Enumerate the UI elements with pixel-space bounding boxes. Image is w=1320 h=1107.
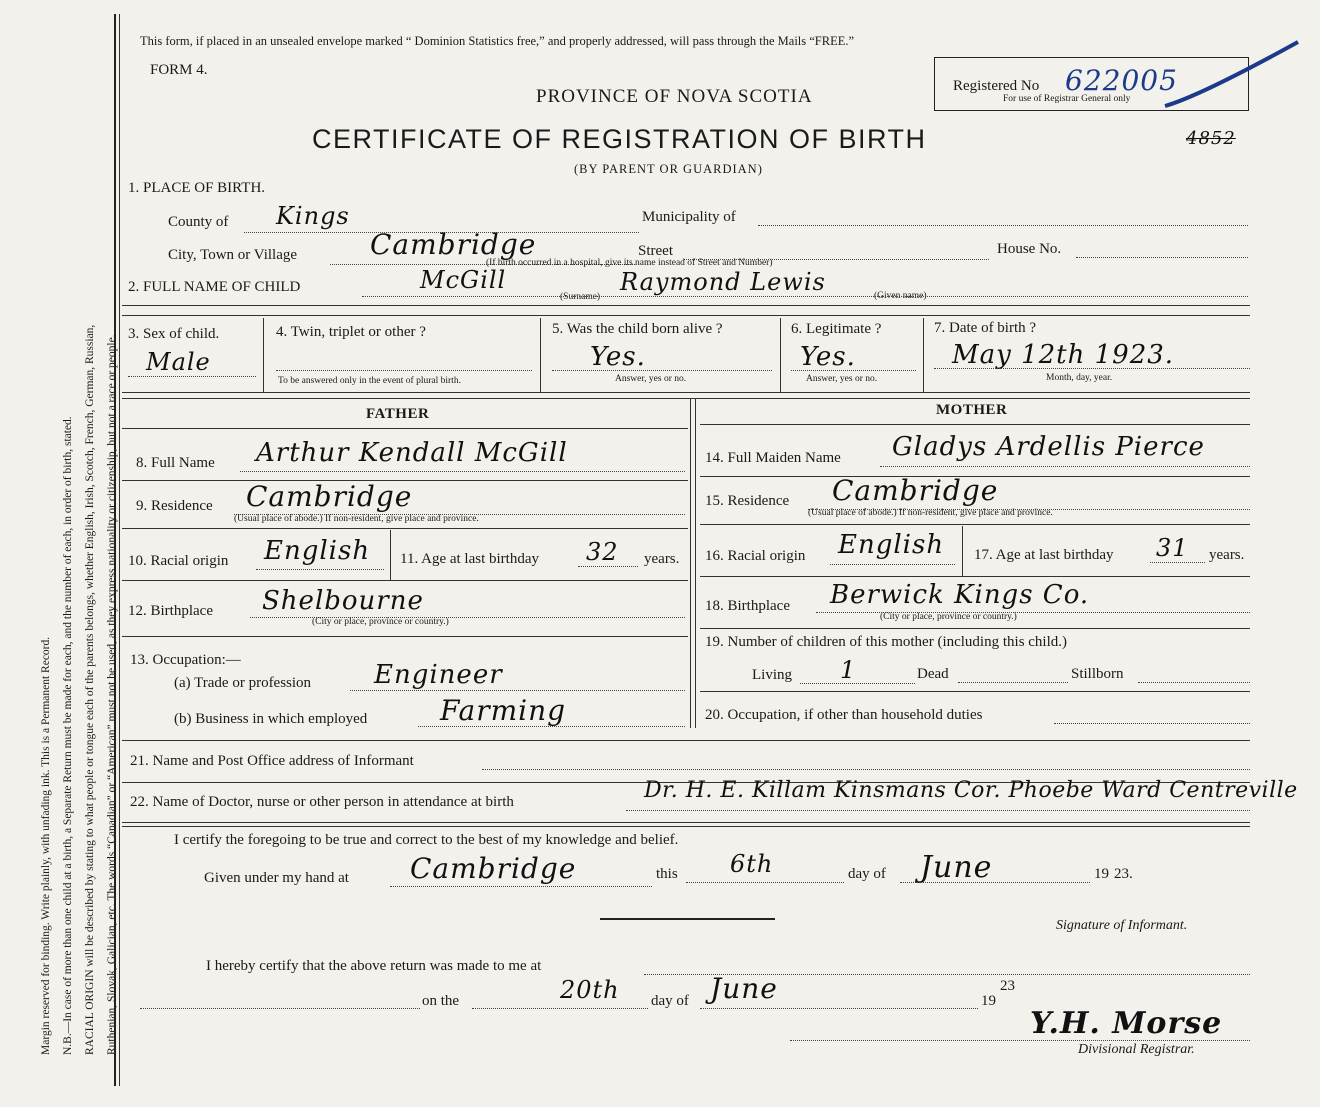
father-birthplace: Shelbourne	[262, 586, 424, 616]
given-name-note: (Given name)	[874, 291, 927, 301]
alive-value: Yes.	[590, 342, 646, 372]
child-name-label: 2. FULL NAME OF CHILD	[128, 279, 301, 295]
informant-year-prefix: 19	[1094, 866, 1109, 882]
living-label: Living	[752, 667, 792, 683]
alive-note: Answer, yes or no.	[615, 374, 687, 384]
informant-day: 6th	[730, 850, 774, 878]
stillborn-label: Stillborn	[1071, 666, 1124, 682]
registrar-certify: I hereby certify that the above return was made to me at	[206, 958, 542, 974]
alive-label: 5. Was the child born alive ?	[552, 321, 723, 337]
margin-note-racial-origin-cont: Ruthenian, Slovak, Galician, etc. The words “Canadian” or “American” must not be used, as they express nationality or citizenship, but not a race or people.	[106, 334, 118, 1055]
county-value: Kings	[276, 202, 350, 230]
doctor-label: 22. Name of Doctor, nurse or other person in attendance at birth	[130, 794, 514, 810]
father-racial: English	[264, 536, 371, 566]
mother-heading: MOTHER	[936, 402, 1008, 418]
given-under-hand-label: Given under my hand at	[204, 870, 349, 886]
county-label: County of	[168, 214, 229, 230]
informant-signature-label: Signature of Informant.	[1056, 918, 1188, 933]
mother-racial-label: 16. Racial origin	[705, 548, 806, 564]
dead-label: Dead	[917, 666, 949, 682]
this-label: this	[656, 866, 678, 882]
place-heading: 1. PLACE OF BIRTH.	[128, 180, 266, 196]
children-label: 19. Number of children of this mother (including this child.)	[705, 634, 1068, 650]
house-label: House No.	[997, 241, 1062, 257]
father-name: Arthur Kendall McGill	[256, 438, 568, 468]
doctor-value: Dr. H. E. Killam Kinsmans Cor. Phoebe Ward Centreville	[644, 778, 1298, 803]
municipality-label: Municipality of	[642, 209, 736, 225]
informant-year: 23.	[1114, 866, 1133, 882]
mother-age: 31	[1156, 534, 1189, 562]
registrar-title: Divisional Registrar.	[1078, 1042, 1195, 1057]
twin-note: To be answered only in the event of plural birth.	[278, 376, 461, 386]
mother-birthplace-note: (City or place, province or country.)	[880, 612, 1017, 622]
postal-notice: This form, if placed in an unsealed envelope marked “ Dominion Statistics free,” and properly addressed, will pass through the Mails “FREE.”	[140, 34, 855, 48]
stamp-number: 4852	[1186, 128, 1236, 149]
father-heading: FATHER	[366, 406, 430, 422]
registrar-on-the-label: on the	[422, 993, 460, 1009]
city-value: Cambridge	[370, 228, 537, 261]
mother-residence-label: 15. Residence	[705, 493, 790, 509]
mother-racial: English	[838, 530, 945, 560]
child-surname: McGill	[420, 266, 507, 294]
father-name-label: 8. Full Name	[136, 455, 215, 471]
father-birthplace-label: 12. Birthplace	[128, 603, 213, 619]
father-trade-label: (a) Trade or profession	[174, 675, 312, 691]
form-number: FORM 4.	[150, 62, 208, 78]
certificate-subtitle: (BY PARENT OR GUARDIAN)	[574, 162, 763, 176]
registered-number: 622005	[1065, 64, 1178, 97]
father-birthplace-note: (City or place, province or country.)	[312, 617, 449, 627]
informant-signature-line	[600, 918, 775, 920]
legitimate-value: Yes.	[800, 342, 856, 372]
father-business: Farming	[440, 694, 567, 727]
margin-rule-inner	[119, 14, 120, 1086]
dob-label: 7. Date of birth ?	[934, 320, 1037, 336]
legitimate-note: Answer, yes or no.	[806, 374, 878, 384]
mother-occupation-label: 20. Occupation, if other than household duties	[705, 707, 983, 723]
given-place: Cambridge	[410, 852, 577, 885]
certificate-title: CERTIFICATE OF REGISTRATION OF BIRTH	[312, 124, 927, 154]
father-occupation-label: 13. Occupation:—	[130, 652, 241, 668]
informant-month: June	[920, 850, 993, 885]
living-value: 1	[840, 656, 857, 684]
registrar-signature: Y.H. Morse	[1030, 1006, 1223, 1041]
registrar-year: 23	[1000, 978, 1015, 994]
mother-name: Gladys Ardellis Pierce	[892, 432, 1205, 462]
hospital-note: (If birth occurred in a hospital, give its name instead of Street and Number)	[486, 258, 773, 268]
informant-certify: I certify the foregoing to be true and correct to the best of my knowledge and belief.	[174, 832, 679, 848]
city-label: City, Town or Village	[168, 247, 298, 263]
sex-label: 3. Sex of child.	[128, 326, 220, 342]
dob-note: Month, day, year.	[1046, 373, 1113, 383]
sex-value: Male	[146, 348, 211, 376]
mother-residence: Cambridge	[832, 474, 999, 507]
informant-label: 21. Name and Post Office address of Informant	[130, 753, 414, 769]
father-residence: Cambridge	[246, 480, 413, 513]
child-given-name: Raymond Lewis	[620, 268, 826, 296]
registrar-pen-mark	[1160, 36, 1310, 116]
mother-name-label: 14. Full Maiden Name	[705, 450, 841, 466]
surname-note: (Surname)	[560, 292, 601, 302]
mother-residence-note: (Usual place of abode.) If non-resident, give place and province.	[808, 508, 1053, 518]
margin-note-binding: Margin reserved for binding. Write plainly, with unfading ink. This is a Permanent Record.	[40, 636, 52, 1055]
registered-label: Registered No	[953, 78, 1040, 94]
province-heading: PROVINCE OF NOVA SCOTIA	[536, 86, 813, 107]
mother-age-years: years.	[1209, 547, 1245, 563]
father-age: 32	[586, 538, 619, 566]
binding-margin	[18, 10, 118, 1090]
twin-label: 4. Twin, triplet or other ?	[276, 324, 426, 340]
dob-value: May 12th 1923.	[952, 340, 1175, 370]
mother-birthplace: Berwick Kings Co.	[830, 580, 1090, 610]
informant-day-of-label: day of	[848, 866, 886, 882]
margin-note-plural-birth: N.B.—In case of more than one child at a birth, a Separate Return must be made for each, and the number of each, in order of birth, stated.	[62, 416, 74, 1055]
registrar-day: 20th	[560, 976, 620, 1004]
margin-rule	[114, 14, 116, 1086]
registrar-month: June	[710, 972, 778, 1005]
father-business-label: (b) Business in which employed	[174, 711, 368, 727]
legitimate-label: 6. Legitimate ?	[791, 321, 882, 337]
registrar-year-prefix: 19	[981, 993, 996, 1009]
father-racial-label: 10. Racial origin	[128, 553, 229, 569]
father-age-years: years.	[644, 551, 680, 567]
mother-birthplace-label: 18. Birthplace	[705, 598, 790, 614]
father-trade: Engineer	[374, 660, 503, 690]
father-residence-note: (Usual place of abode.) If non-resident, give place and province.	[234, 514, 479, 524]
father-age-label: 11. Age at last birthday	[400, 551, 539, 567]
street-label: Street	[638, 243, 673, 259]
registered-note: For use of Registrar General only	[1003, 94, 1131, 104]
mother-age-label: 17. Age at last birthday	[974, 547, 1114, 563]
margin-note-racial-origin: RACIAL ORIGIN will be described by stating to what people or tongue each of the parents belongs, whether English, Irish, Scotch, French, German, Russian,	[84, 324, 96, 1055]
father-residence-label: 9. Residence	[136, 498, 213, 514]
registrar-day-of-label: day of	[651, 993, 689, 1009]
